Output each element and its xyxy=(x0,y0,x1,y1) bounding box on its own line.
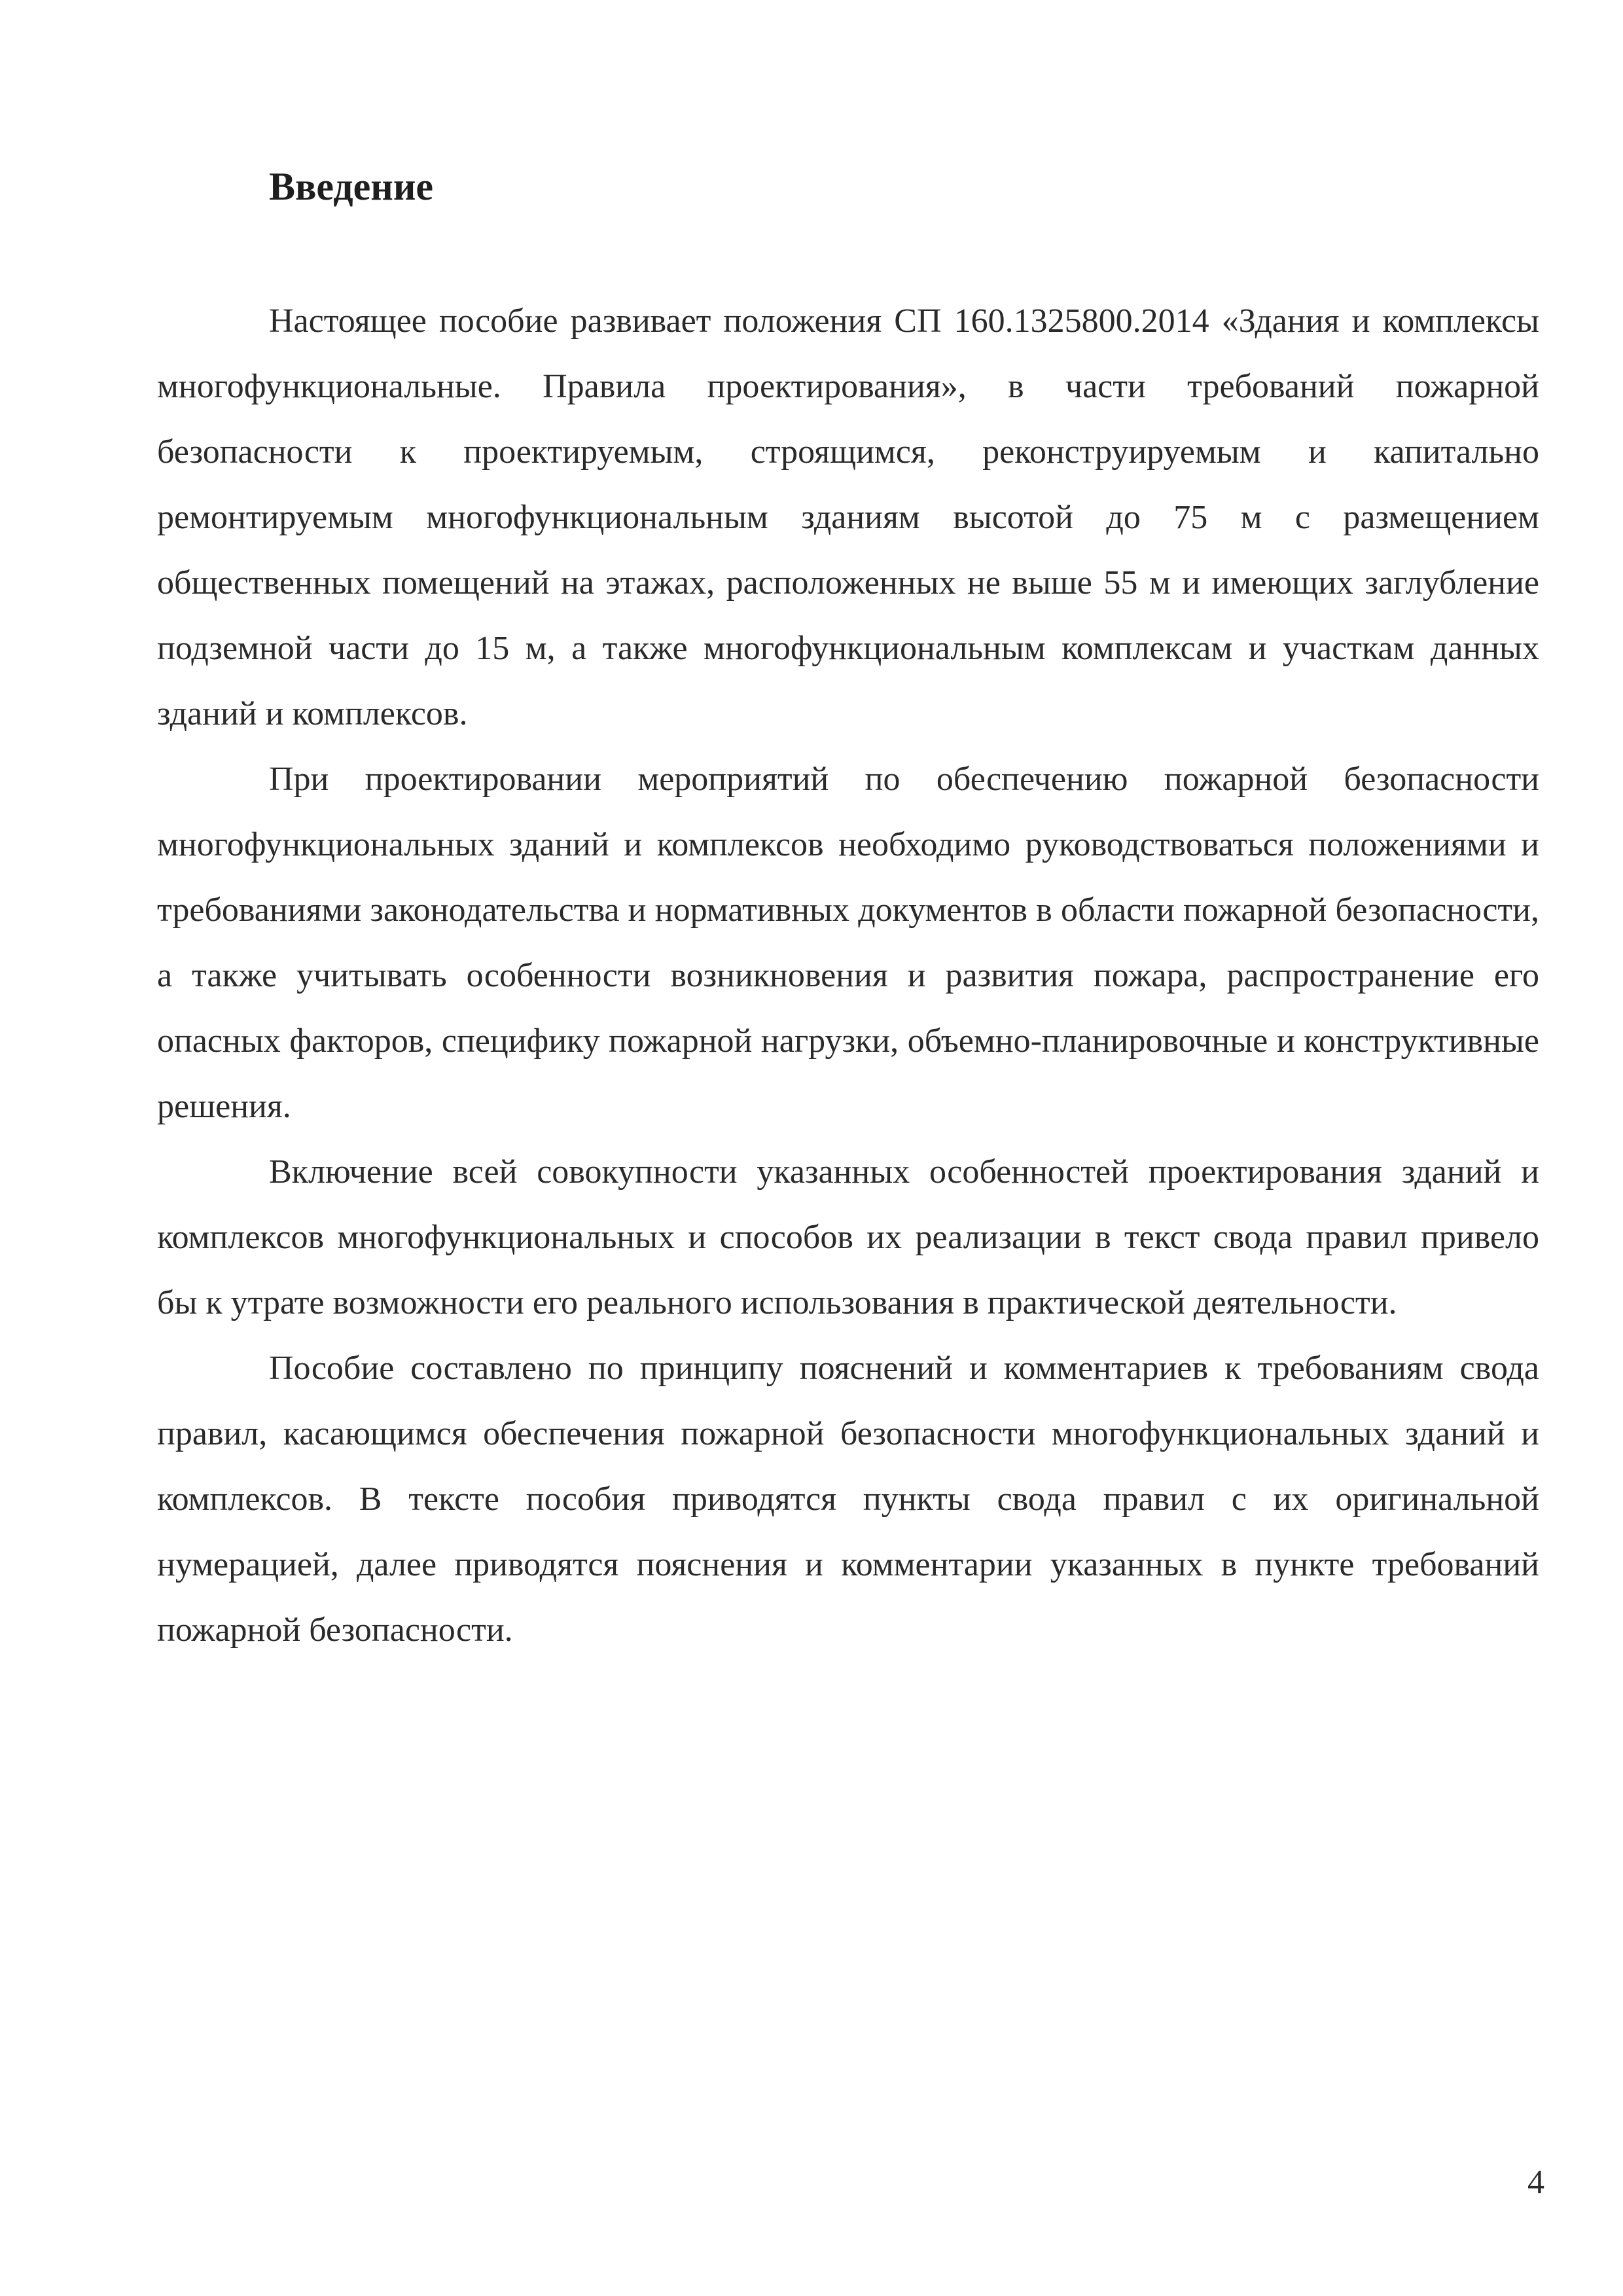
paragraph-1: Настоящее пособие развивает положения СП 160.1325800.2014 «Здания и комплексы многофункциональные. Правила проектирования», в части требований пожарной безопасности к проектируемым, строящимся, реконструируемым и капитально ремонтируемым многофункциональным зданиям высотой до 75 м с размещением общественных помещений на этажах, расположенных не выше 55 м и имеющих заглубление подземной части до 15 м, а также многофункциональным комплексам и участкам данных зданий и комплексов. xyxy=(157,302,1539,732)
paragraph-4: Пособие составлено по принципу пояснений и комментариев к требованиям свода правил, касающимся обеспечения пожарной безопасности многофункциональных зданий и комплексов. В тексте пособия приводятся пункты свода правил с их оригинальной нумерацией, далее приводятся пояснения и комментарии указанных в пункте требований пожарной безопасности. xyxy=(157,1350,1539,1649)
body-text xyxy=(157,289,1539,1663)
paragraph-2: При проектировании мероприятий по обеспечению пожарной безопасности многофункциональных зданий и комплексов необходимо руководствоваться положениями и требованиями законодательства и нормативных документов в области пожарной безопасности, а также учитывать особенности возникновения и развития пожара, распространение его опасных факторов, специфику пожарной нагрузки, объемно-планировочные и конструктивные решения. xyxy=(157,761,1539,1125)
paragraph-3: Включение всей совокупности указанных особенностей проектирования зданий и комплексов многофункциональных и способов их реализации в текст свода правил привело бы к утрате возможности его реального использования в практической деятельности. xyxy=(157,1153,1539,1321)
page-title: Введение xyxy=(269,165,434,208)
page-number: 4 xyxy=(1527,2164,1544,2201)
